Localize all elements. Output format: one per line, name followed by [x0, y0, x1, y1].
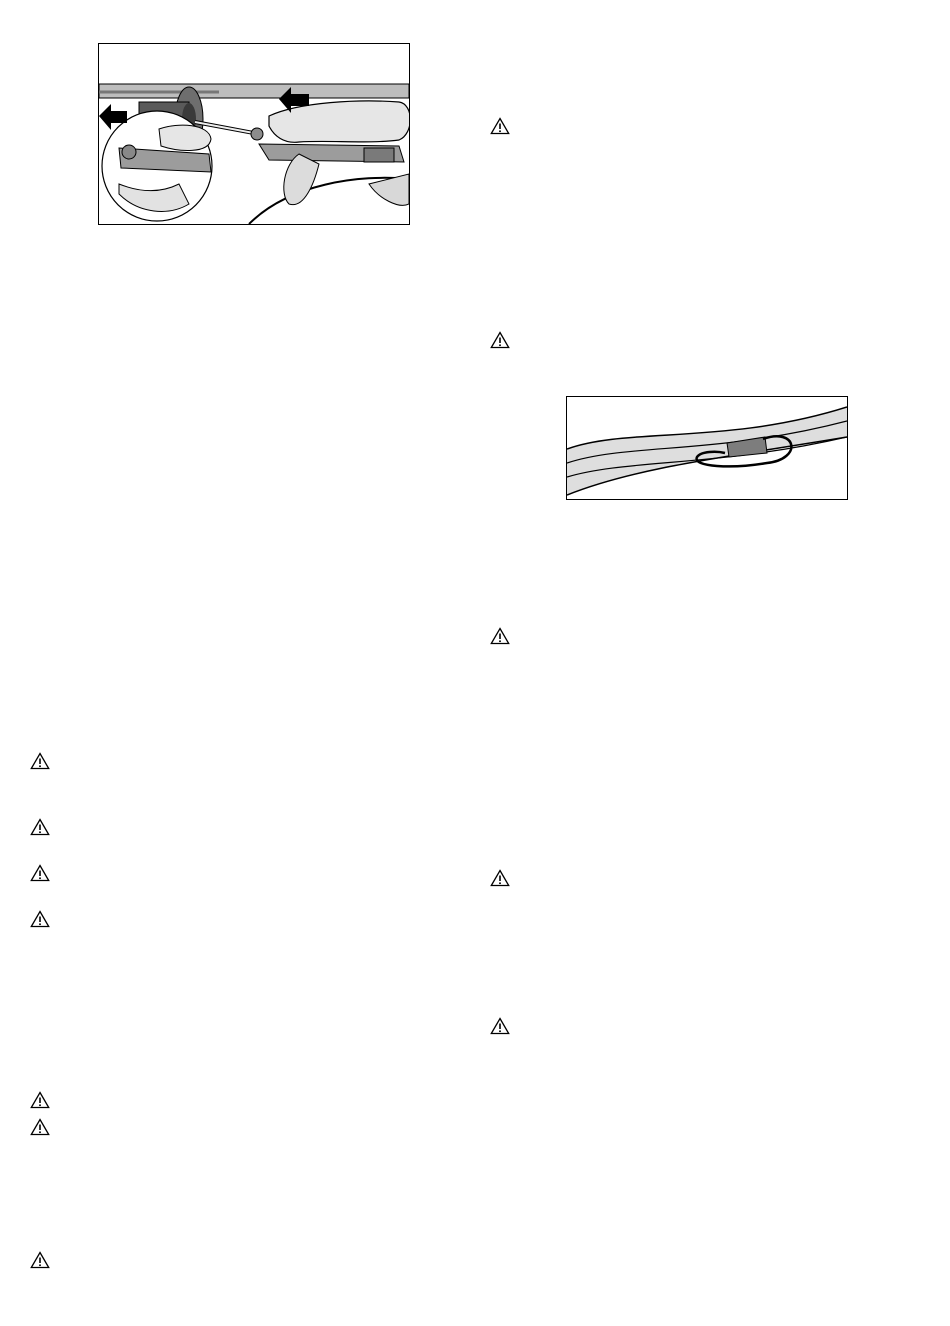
screwdriver-hinge-illustration	[98, 43, 410, 225]
warning-triangle-icon	[30, 864, 50, 882]
warning-triangle-icon	[490, 869, 510, 887]
warning-triangle-icon	[490, 627, 510, 645]
cable-hook-illustration	[566, 396, 848, 500]
warning-triangle-icon	[490, 1017, 510, 1035]
warning-triangle-icon	[30, 910, 50, 928]
warning-triangle-icon	[30, 818, 50, 836]
warning-triangle-icon	[30, 752, 50, 770]
warning-triangle-icon	[30, 1118, 50, 1136]
warning-triangle-icon	[490, 117, 510, 135]
warning-triangle-icon	[490, 331, 510, 349]
warning-triangle-icon	[30, 1251, 50, 1269]
warning-triangle-icon	[30, 1091, 50, 1109]
